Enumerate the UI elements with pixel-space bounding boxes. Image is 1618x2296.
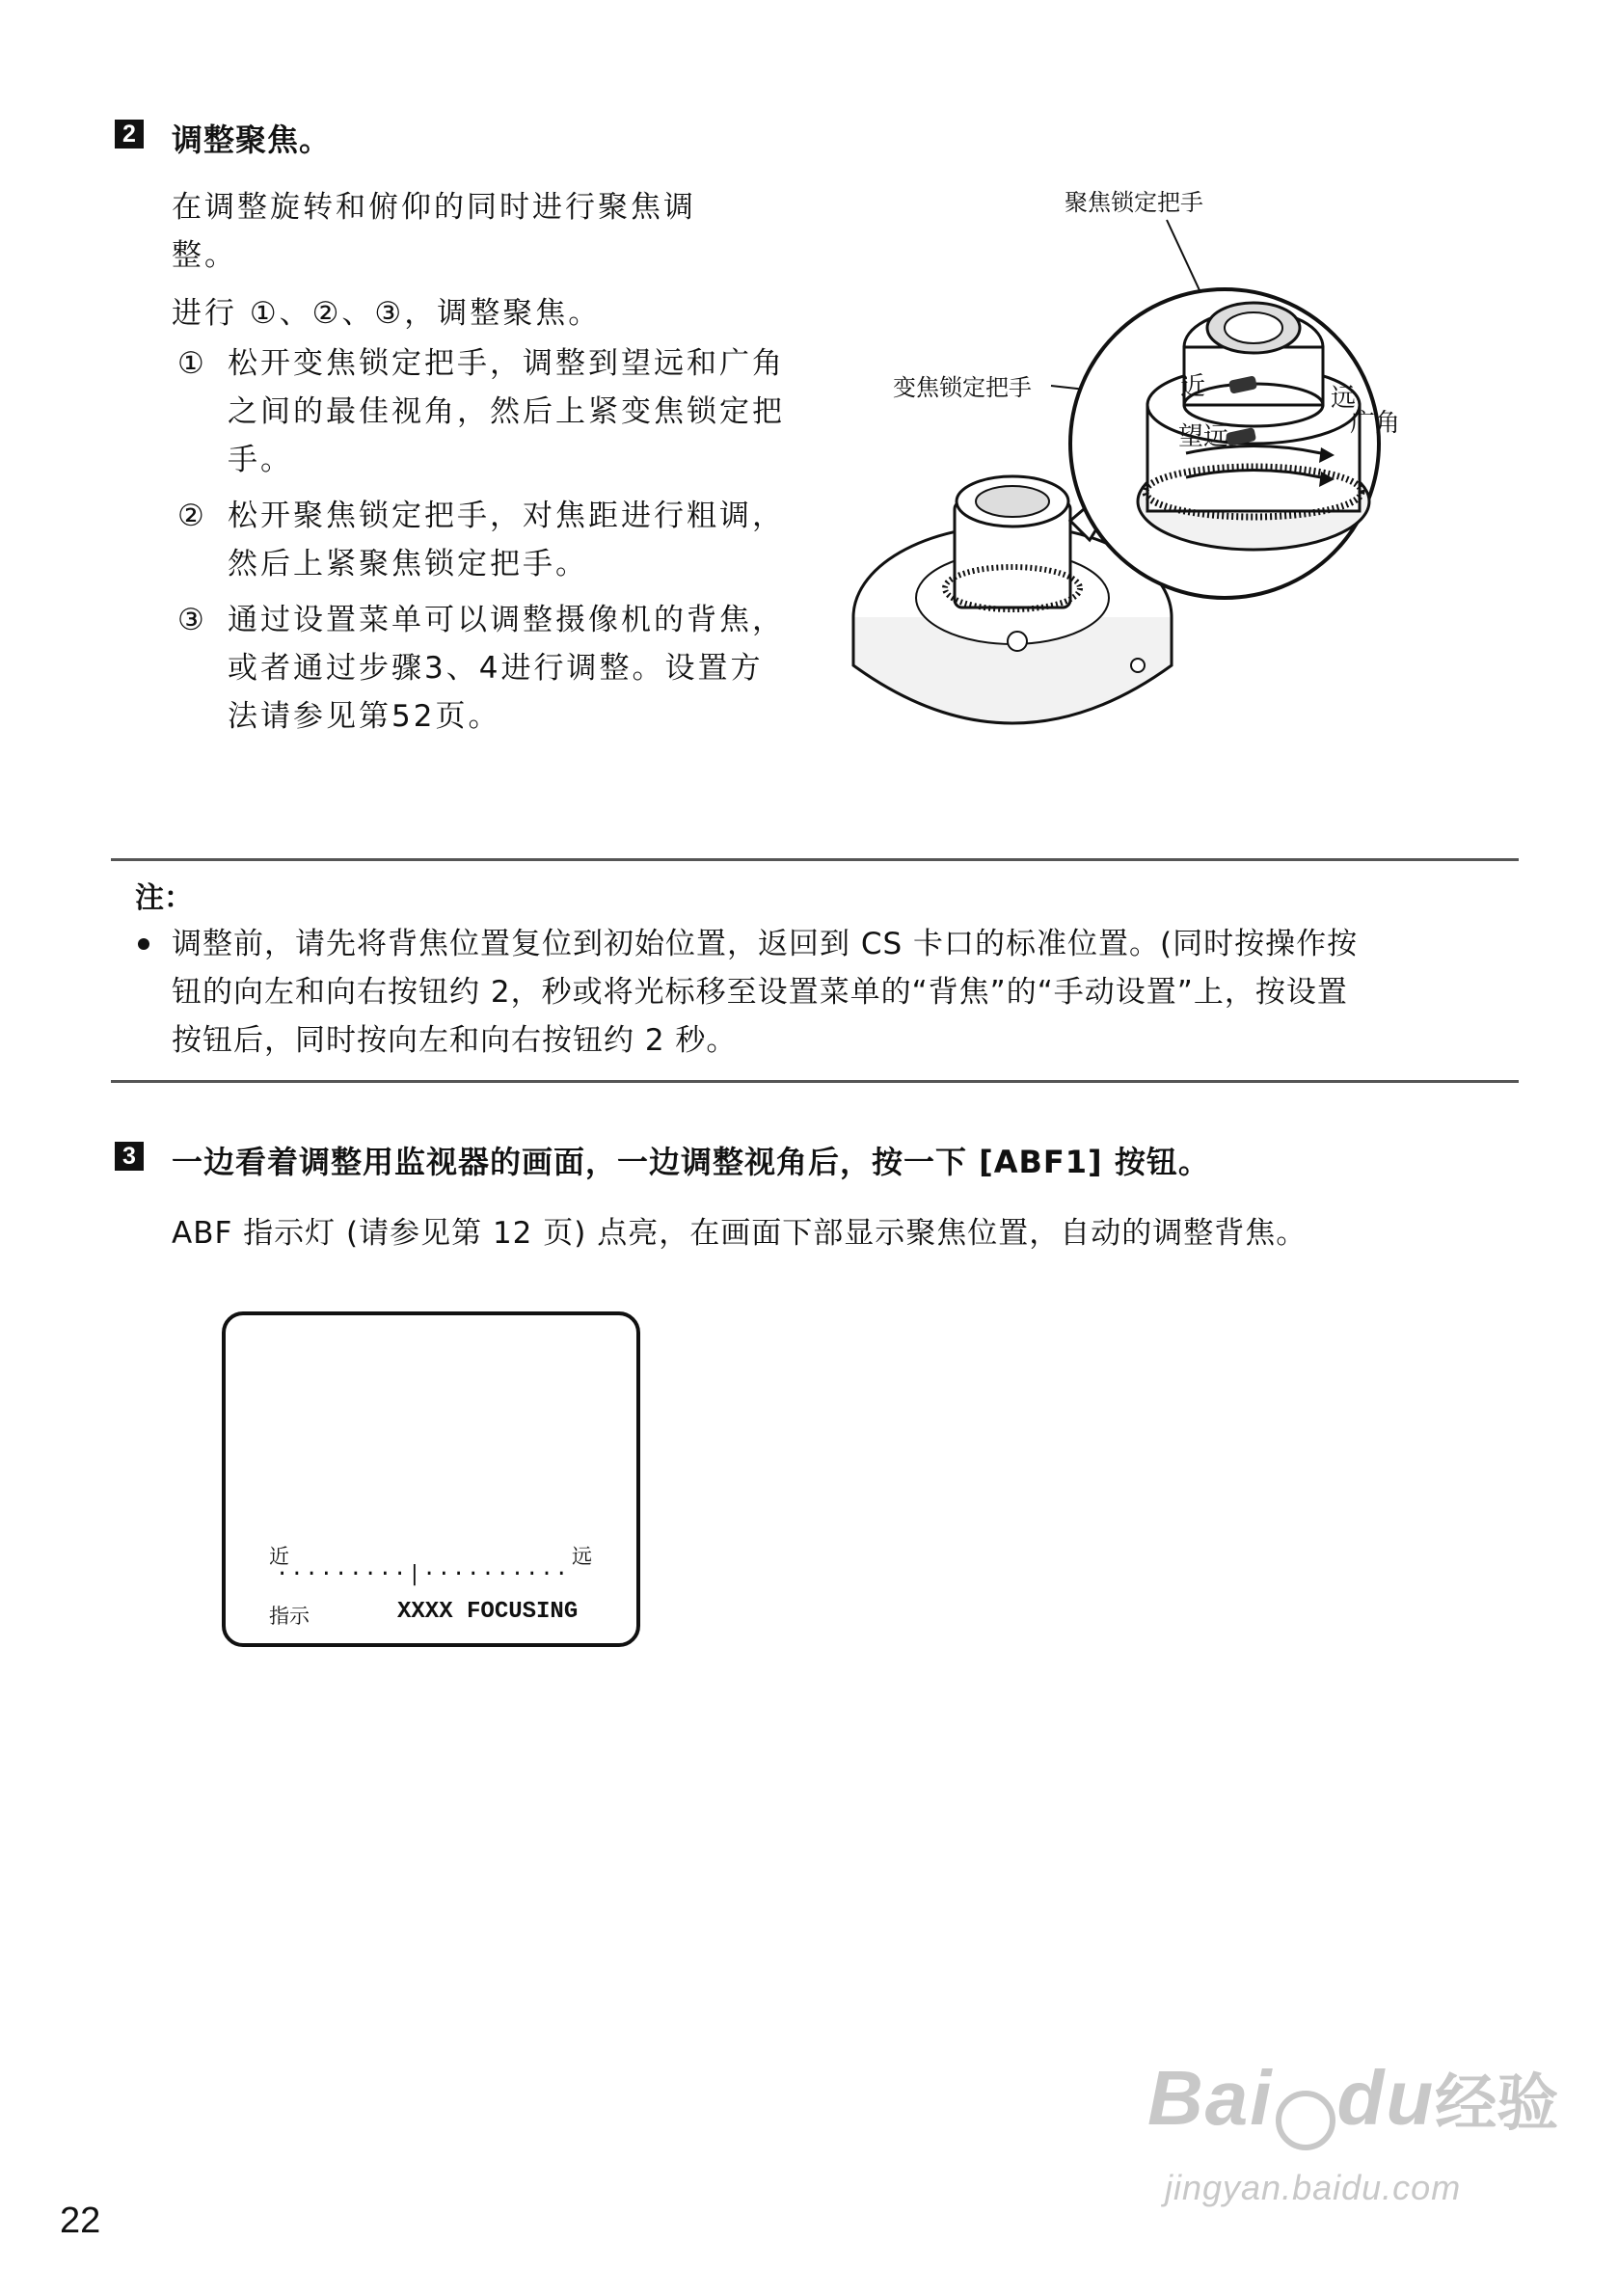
step-3-title: 一边看着调整用监视器的画面，一边调整视角后，按一下 [ABF1] 按钮。 [172, 1144, 1210, 1180]
baidu-watermark [1147, 2054, 1558, 2150]
focus-lock-label: 聚焦锁定把手 [1065, 189, 1203, 216]
page-number: 22 [60, 2201, 101, 2241]
list-marker: ③ [177, 603, 207, 637]
figure-near-upper: 近 [1180, 372, 1206, 401]
step-2-intro-line-1: 在调整旋转和俯仰的同时进行聚焦调 [172, 190, 696, 225]
step-2-title: 调整聚焦。 [172, 122, 332, 158]
watermark-cn: 经验 [1435, 2068, 1559, 2140]
list-item [172, 492, 789, 588]
step-3-description: ABF 指示灯 (请参见第 12 页) 点亮，在画面下部显示聚焦位置，自动的调整背焦。 [172, 1216, 1308, 1251]
list-item-text: 通过设置菜单可以调整摄像机的背焦，或者通过步骤3、4进行调整。设置方法请参见第52页。 [228, 603, 785, 734]
list-marker: ② [177, 499, 207, 533]
step-number-3: 3 [115, 1142, 144, 1171]
figure-wide-label: 广角 [1350, 409, 1401, 438]
list-item [172, 339, 789, 484]
figure-tele-label: 望远 [1178, 422, 1229, 451]
note-line-3: 按钮后，同时按向左和向右按钮约 2 秒。 [172, 1023, 738, 1058]
zoom-lock-label: 变焦锁定把手 [893, 374, 1032, 401]
list-item-text: 松开变焦锁定把手，调整到望远和广角之间的最佳视角，然后上紧变焦锁定把手。 [228, 346, 785, 477]
monitor-indicator-label: 指示 [269, 1605, 310, 1628]
figure-far-upper: 远 [1331, 384, 1357, 413]
step-2-intro-line-2: 整。 [172, 238, 237, 273]
note-title: 注： [135, 881, 193, 915]
note-bullet [138, 938, 149, 950]
note-top-divider [111, 858, 1519, 861]
paw-icon [1276, 2091, 1335, 2150]
watermark-url: jingyan.baidu.com [1165, 2168, 1462, 2207]
note-line-1: 调整前，请先将背焦位置复位到初始位置，返回到 CS 卡口的标准位置。(同时按操作按 [172, 927, 1359, 961]
list-marker: ① [177, 346, 207, 381]
step-2-intro-line-3: 进行 ①、②、③，调整聚焦。 [172, 296, 602, 331]
camera-illustration [849, 212, 1427, 752]
note-bottom-divider [111, 1080, 1519, 1083]
monitor-near-label: 近 [269, 1545, 289, 1568]
step-2-list [172, 339, 789, 741]
monitor-far-label: 远 [572, 1545, 592, 1568]
note-line-2: 钮的向左和向右按钮约 2，秒或将光标移至设置菜单的“背焦”的“手动设置”上，按设置 [172, 975, 1348, 1010]
list-item-text: 松开聚焦锁定把手，对焦距进行粗调，然后上紧聚焦锁定把手。 [228, 499, 785, 581]
monitor-focusing-status: XXXX FOCUSING [397, 1599, 579, 1625]
list-item [172, 596, 789, 741]
watermark-brand-2: du [1336, 2055, 1436, 2141]
focus-position-scale: ·········|·········· [276, 1562, 570, 1586]
monitor-screen [222, 1311, 640, 1647]
watermark-brand: Bai [1147, 2055, 1274, 2141]
step-number-2: 2 [115, 120, 144, 149]
